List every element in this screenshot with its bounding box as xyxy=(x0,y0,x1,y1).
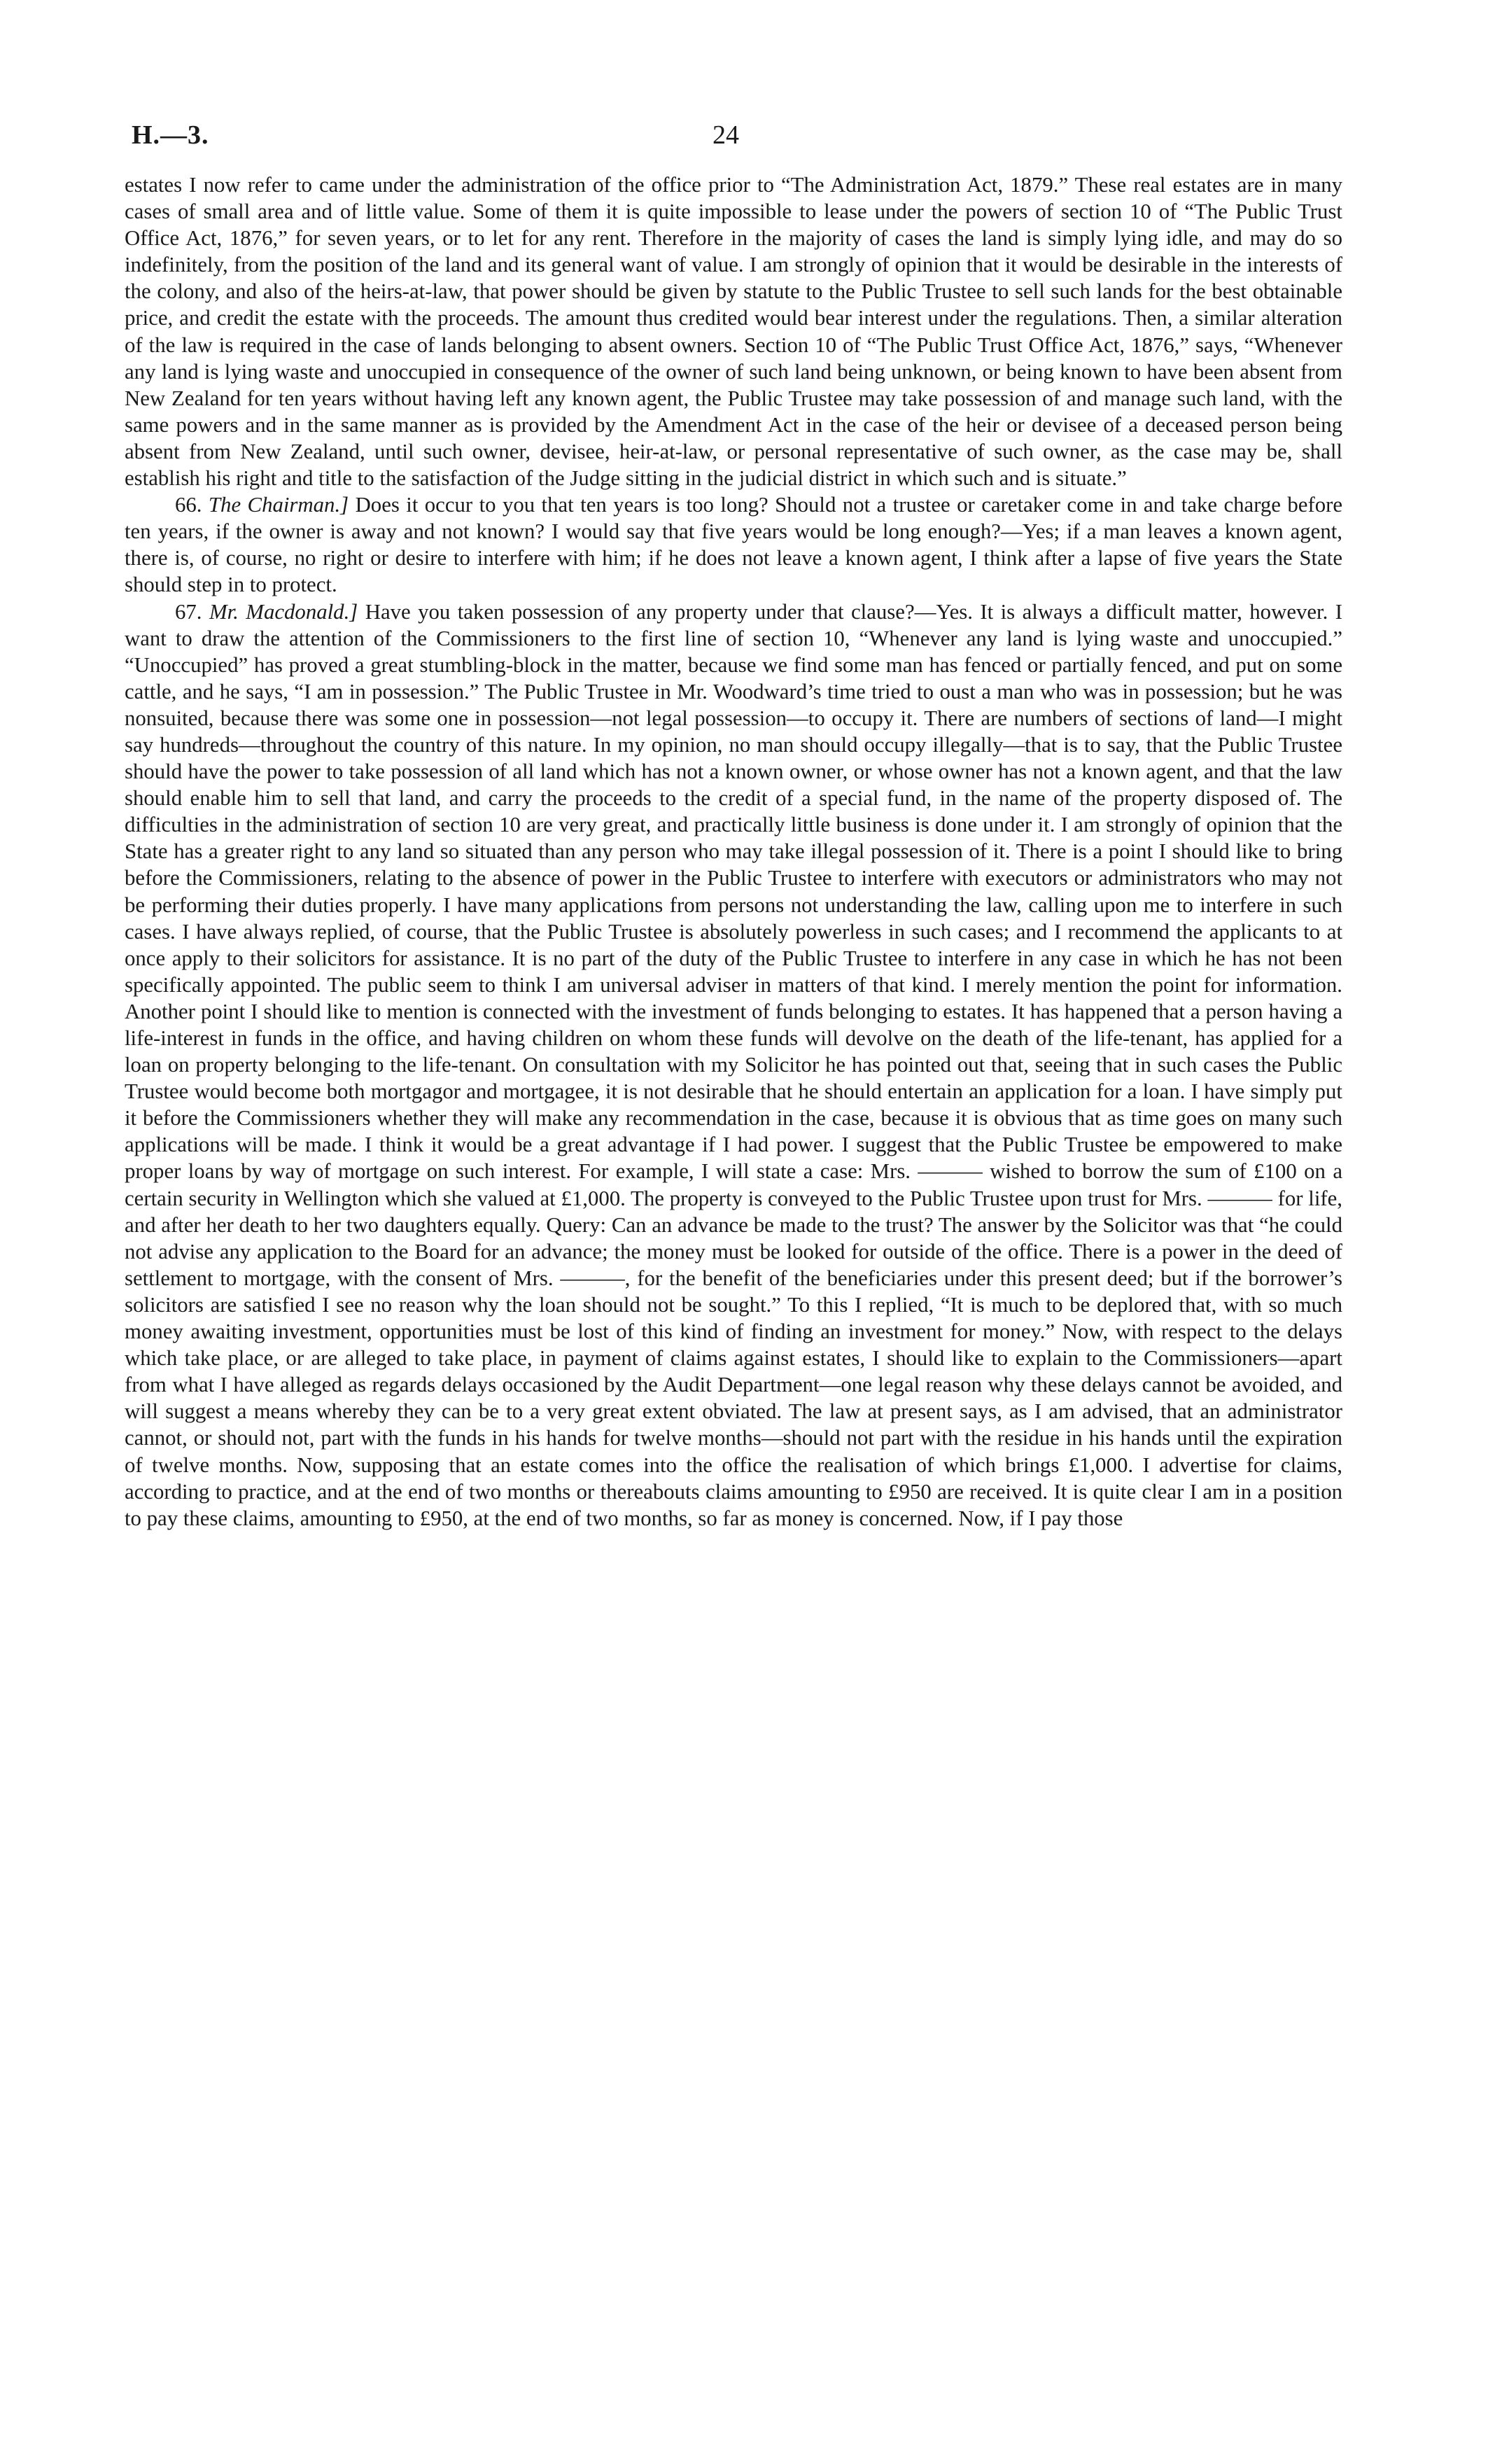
speaker-label: Mr. Macdonald.] xyxy=(209,599,358,624)
paragraph-66 xyxy=(125,491,1342,598)
speaker-label: The Chairman.] xyxy=(208,493,349,517)
question-number: 67. xyxy=(175,599,202,624)
paragraph-text: Have you taken possession of any property under that clause?—Yes. It is always a difficult matter, however. I want to draw the attention of the Commissioners to the first line of section 10, “Whenever any land is lying waste and unoccupied.” “Unoccupied” has proved a great stumbling-block in the matter, because we find some man has fenced or partially fenced, and put on some cattle, and he says, “I am in possession.” The Public Trustee in Mr. Woodward’s time tried to oust a man who was in possession; but he was nonsuited, because there was some one in possession—not legal possession—to occupy it. There are numbers of sections of land—I might say hundreds—throughout the country of this nature. In my opinion, no man should occupy illegally—that is to say, that the Public Trustee should have the power to take possession of all land which has not a known owner, or whose owner has not a known agent, and that the law should enable him to sell that land, and carry the proceeds to the credit of a special fund, in the name of the property disposed of. The difficulties in the administration of section 10 are very great, and practically little business is done under it. I am strongly of opinion that the State has a greater right to any land so situated than any person who may take illegal possession of it. There is a point I should like to bring before the Commissioners, relating to the absence of power in the Public Trustee to interfere with executors or administrators who may not be performing their duties properly. I have many applications from persons not understanding the law, calling upon me to interfere in such cases. I have always replied, of course, that the Public Trustee is absolutely powerless in such cases; and I recommend the applicants to at once apply to their solicitors for assistance. It is no part of the duty of the Public Trustee to interfere in any case in which he has not been specifically appointed. The public seem to think I am universal adviser in matters of that kind. I merely mention the point for information. Another point I should like to mention is connected with the investment of funds belonging to estates. It has happened that a person having a life-interest in funds in the office, and having children on whom these funds will devolve on the death of the life-tenant, has applied for a loan on property belonging to the life-tenant. On consultation with my Solicitor he has pointed out that, seeing that in such cases the Public Trustee would become both mortgagor and mortgagee, it is not desirable that he should entertain an application for a loan. I have simply put it before the Commissioners whether they will make any recommendation in the case, because it is obvious that as time goes on many such applications will be made. I think it would be a great advantage if I had power. I suggest that the Public Trustee be empowered to make proper loans by way of mortgage on such interest. For example, I will state a case: Mrs. ——— wished to borrow the sum of £100 on a certain security in Wellington which she valued at £1,000. The property is conveyed to the Public Trustee upon trust for Mrs. ——— for life, and after her death to her two daughters equally. Query: Can an advance be made to the trust? The answer by the Solicitor was that “he could not advise any application to the Board for an advance; the money must be looked for outside of the office. There is a power in the deed of settlement to mortgage, with the consent of Mrs. ———, for the benefit of the beneficiaries under this present deed; but if the borrower’s solicitors are satisfied I see no reason why the loan should not be sought.” To this I replied, “It is much to be deplored that, with so much money awaiting investment, opportunities must be lost of this kind of finding an investment for money.” Now, with respect to the delays which take place, or are alleged to take place, in payment of claims against estates, I should like to explain to the Commissioners—apart from what I have alleged as regards delays occasioned by the Audit Department—one legal reason why these delays cannot be avoided, and will suggest a means whereby they can be to a very great extent obviated. The law at present says, as I am advised, that an administrator cannot, or should not, part with the funds in his hands for twelve months—should not part with the residue in his hands until the expiration of twelve months. Now, supposing that an estate comes into the office the realisation of which brings £1,000. I advertise for claims, according to practice, and at the end of two months or thereabouts claims amounting to £950 are received. It is quite clear I am in a position to pay these claims, amounting to £950, at the end of two months, so far as money is concerned. Now, if I pay those xyxy=(125,599,1342,1530)
document-page xyxy=(125,115,1342,2418)
paragraph-continued: estates I now refer to came under the administration of the office prior to “The Administration Act, 1879.” These real estates are in many cases of small area and of little value. Some of them it is quite impossible to lease under the powers of section 10 of “The Public Trust Office Act, 1876,” for seven years, or to let for any rent. Therefore in the majority of cases the land is simply lying idle, and may do so indefinitely, from the position of the land and its general want of value. I am strongly of opinion that it would be desirable in the interests of the colony, and also of the heirs-at-law, that power should be given by statute to the Public Trustee to sell such lands for the best obtainable price, and credit the estate with the proceeds. The amount thus credited would bear interest under the regulations. Then, a similar alteration of the law is required in the case of lands belonging to absent owners. Section 10 of “The Public Trust Office Act, 1876,” says, “Whenever any land is lying waste and unoccupied in consequence of the owner of such land being unknown, or being known to have been absent from New Zealand for ten years without having left any known agent, the Public Trustee may take possession of and manage such land, with the same powers and in the same manner as is provided by the Amendment Act in the case of the heir or devisee of a deceased person being absent from New Zealand, until such owner, devisee, heir-at-law, or personal representative of such owner, as the case may be, shall establish his right and title to the satisfaction of the Judge sitting in the judicial district in which such and is situate.” xyxy=(125,173,1342,491)
document-code: H.—3. xyxy=(132,120,209,150)
body-text xyxy=(125,172,1342,1532)
page-number: 24 xyxy=(713,120,739,150)
page-header xyxy=(125,115,1342,158)
paragraph-67 xyxy=(125,598,1342,1532)
paragraph-text: Does it occur to you that ten years is too long? Should not a trustee or caretaker come in and take charge before ten years, if the owner is away and not known? I would say that five years would be long enough?—Yes; if a man leaves a known agent, there is, of course, no right or desire to interfere with him; if he does not leave a known agent, I think after a lapse of five years the State should step in to protect. xyxy=(125,493,1343,597)
question-number: 66. xyxy=(175,493,202,517)
